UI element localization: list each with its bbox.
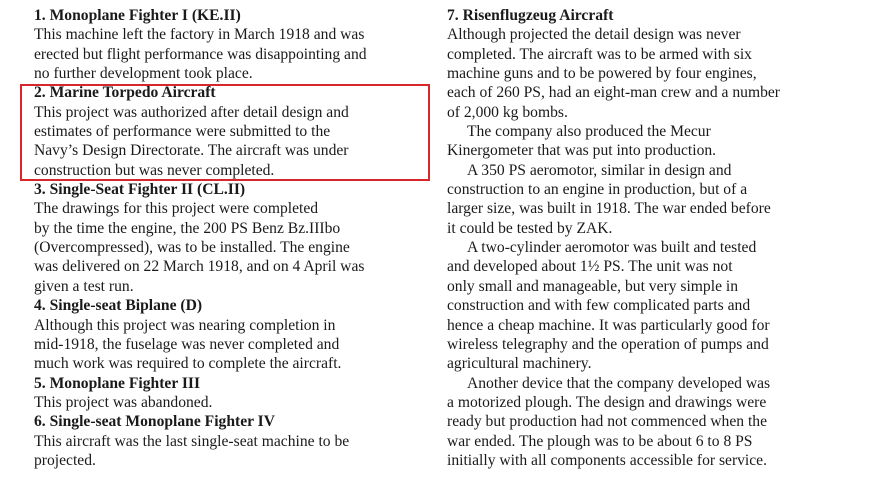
text-line: initially with all components accessible for service.: [447, 451, 768, 469]
text-line: This project was abandoned.: [34, 393, 213, 411]
text-line: given a test run.: [34, 277, 134, 295]
text-line: wireless telegraphy and the operation of pumps and: [447, 335, 769, 353]
text-line: war ended. The plough was to be about 6 to 8 PS: [447, 432, 753, 450]
text-line: only small and manageable, but very simple in: [447, 277, 739, 295]
text-line: Another device that the company developed was: [467, 374, 771, 392]
right-column: [447, 6, 837, 470]
text-line: erected but flight performance was disappointing and: [34, 45, 367, 63]
text-line: no further development took place.: [34, 65, 253, 83]
text-line: construction and with few complicated parts and: [447, 297, 751, 315]
text-line: This aircraft was the last single-seat machine to be: [34, 432, 350, 450]
section-heading: 6. Single-seat Monoplane Fighter IV: [34, 413, 275, 431]
section-heading: 2. Marine Torpedo Aircraft: [34, 84, 216, 102]
text-line: Although this project was nearing completion in: [34, 316, 336, 334]
text-line: The drawings for this project were completed: [34, 200, 319, 218]
text-line: construction to an engine in production, but of a: [447, 181, 748, 199]
text-line: ready but production had not commenced when the: [447, 413, 768, 431]
text-line: Navy’s Design Directorate. The aircraft was under: [34, 142, 349, 160]
text-line: by the time the engine, the 200 PS Benz Bz.IIIbo: [34, 219, 341, 237]
text-line: A two-cylinder aeromotor was built and tested: [467, 239, 757, 257]
section-heading: 1. Monoplane Fighter I (KE.II): [34, 7, 241, 24]
text-line: The company also produced the Mecur: [467, 123, 711, 141]
text-line: much work was required to complete the aircraft.: [34, 355, 342, 373]
text-line: Kinergometer that was put into production.: [447, 142, 717, 160]
text-line: machine guns and to be powered by four engines,: [447, 65, 757, 83]
text-line: was delivered on 22 March 1918, and on 4 April was: [34, 258, 365, 276]
text-line: and developed about 1½ PS. The unit was not: [447, 258, 733, 276]
section-heading: 3. Single-Seat Fighter II (CL.II): [34, 181, 246, 199]
text-line: mid-1918, the fuselage was never completed and: [34, 335, 340, 353]
text-line: hence a cheap machine. It was particularly good for: [447, 316, 770, 334]
text-line: A 350 PS aeromotor, similar in design and: [467, 161, 732, 179]
text-line: agricultural machinery.: [447, 355, 592, 373]
section-heading: 5. Monoplane Fighter III: [34, 374, 201, 392]
text-line: Although projected the detail design was never: [447, 26, 741, 44]
left-column: [34, 6, 430, 470]
text-line: larger size, was built in 1918. The war ended before: [447, 200, 771, 218]
text-line: projected.: [34, 451, 96, 469]
section-heading: 7. Risenflugzeug Aircraft: [447, 7, 614, 24]
text-line: This project was authorized after detail design and: [34, 103, 349, 121]
text-line: each of 260 PS, had an eight-man crew and a number: [447, 84, 780, 102]
text-line: it could be tested by ZAK.: [447, 219, 613, 237]
text-line: of 2,000 kg bombs.: [447, 103, 568, 121]
text-line: This machine left the factory in March 1918 and was: [34, 26, 365, 44]
text-line: estimates of performance were submitted to the: [34, 123, 331, 141]
section-heading: 4. Single-seat Biplane (D): [34, 297, 203, 315]
text-line: a motorized plough. The design and drawings were: [447, 393, 767, 411]
text-line: completed. The aircraft was to be armed with six: [447, 45, 752, 63]
text-line: construction but was never completed.: [34, 161, 275, 179]
text-line: (Overcompressed), was to be installed. The engine: [34, 239, 350, 257]
